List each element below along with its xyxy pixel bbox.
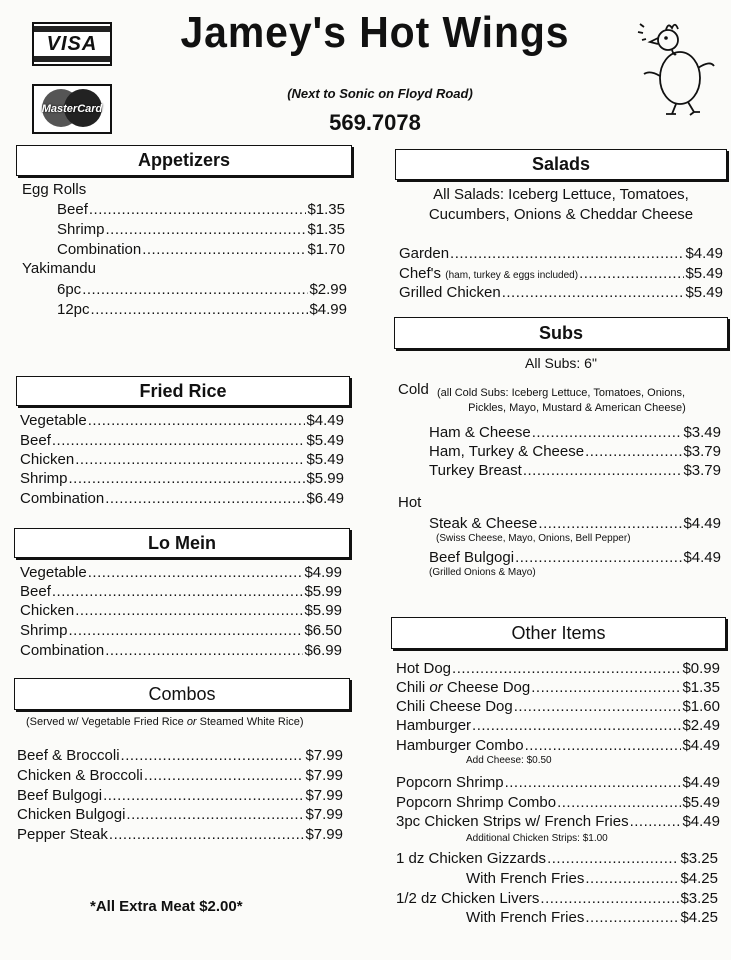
- menu-item: Beef Bulgogi ..... $7.99: [17, 787, 343, 804]
- menu-item: Beef Bulgogi ..... $4.49: [429, 549, 721, 566]
- menu-item: Beef ..... $5.49: [20, 432, 344, 449]
- menu-item: Chicken ..... $5.49: [20, 451, 344, 468]
- appetizers-header: [16, 145, 352, 176]
- menu-item: 3pc Chicken Strips w/ French Fries ..... $4.49: [396, 813, 720, 830]
- salads-desc-line1: All Salads: Iceberg Lettuce, Tomatoes,: [433, 186, 689, 203]
- menu-item: Combination ..... $6.99: [20, 642, 342, 659]
- salads-desc-line2: Cucumbers, Onions & Cheddar Cheese: [428, 206, 694, 223]
- visa-label: VISA: [46, 32, 98, 55]
- other-items-header: [391, 617, 726, 649]
- combos-title: Combos: [148, 684, 216, 704]
- bulgogi-note: (Grilled Onions & Mayo): [429, 567, 536, 578]
- menu-item: 12pc ..... $4.99: [57, 301, 347, 318]
- menu-item: 1 dz Chicken Gizzards ..... $3.25: [396, 850, 718, 867]
- subs-header: [394, 317, 728, 349]
- menu-item: Chicken Bulgogi ..... $7.99: [17, 806, 343, 823]
- menu-item: Turkey Breast ..... $3.79: [429, 462, 721, 479]
- menu-item: Ham, Turkey & Cheese ..... $3.79: [429, 443, 721, 460]
- lo-mein-header: [14, 528, 350, 558]
- menu-item: With French Fries ..... $4.25: [466, 870, 718, 887]
- menu-item: Beef ..... $5.99: [20, 583, 342, 600]
- salads-title: Salads: [531, 154, 591, 174]
- menu-item: Garden ..... $4.49: [399, 245, 723, 262]
- appetizers-title: Appetizers: [137, 150, 231, 170]
- subs-title: Subs: [538, 323, 583, 343]
- menu-item: Chili Cheese Dog ..... $1.60: [396, 698, 720, 715]
- fried-rice-header: [16, 376, 350, 406]
- menu-item: Grilled Chicken ..... $5.49: [399, 284, 723, 301]
- menu-item: Hot Dog ..... $0.99: [396, 660, 720, 677]
- combos-rice-note: (Served w/ Vegetable Fried Rice or Steamed White Rice): [26, 716, 304, 728]
- menu-item: Shrimp ..... $5.99: [20, 470, 344, 487]
- menu-item: Pepper Steak ..... $7.99: [17, 826, 343, 843]
- menu-item: Beef & Broccoli ..... $7.99: [17, 747, 343, 764]
- location-subtitle: (Next to Sonic on Floyd Road): [287, 86, 473, 101]
- phone-number: 569.7078: [329, 110, 421, 135]
- menu-item: Combination ..... $6.49: [20, 490, 344, 507]
- mastercard-label: MasterCard: [41, 103, 103, 115]
- menu-item: 1/2 dz Chicken Livers ..... $3.25: [396, 890, 718, 907]
- lo-mein-title: Lo Mein: [148, 533, 216, 553]
- menu-item: Chili or Cheese Dog ..... $1.35: [396, 679, 720, 696]
- menu-item: 6pc ..... $2.99: [57, 281, 347, 298]
- menu-item: Vegetable ..... $4.49: [20, 412, 344, 429]
- mastercard-logo: [32, 84, 112, 134]
- menu-item: With French Fries ..... $4.25: [466, 909, 718, 926]
- cold-subs-label: Cold: [398, 381, 429, 398]
- cold-subs-note-2: Pickles, Mayo, Mustard & American Cheese): [468, 402, 686, 414]
- all-subs-note: All Subs: 6": [525, 355, 597, 371]
- visa-logo: [32, 22, 112, 66]
- menu-item: Chef's (ham, turkey & eggs included) ..... $5.49: [399, 265, 723, 282]
- menu-item: Popcorn Shrimp Combo ..... $5.49: [396, 794, 720, 811]
- menu-item: Combination ..... $1.70: [57, 241, 345, 258]
- combos-header: [14, 678, 350, 710]
- menu-item: Hamburger Combo ..... $4.49: [396, 737, 720, 754]
- menu-item: Ham & Cheese ..... $3.49: [429, 424, 721, 441]
- other-items-title: Other Items: [511, 623, 606, 643]
- extra-meat-note: *All Extra Meat $2.00*: [90, 898, 243, 915]
- hot-subs-label: Hot: [398, 494, 422, 511]
- menu-item: Steak & Cheese ..... $4.49: [429, 515, 721, 532]
- menu-item: Shrimp ..... $1.35: [57, 221, 345, 238]
- yakimandu-label: Yakimandu: [22, 260, 96, 277]
- add-cheese-note: Add Cheese: $0.50: [466, 755, 552, 766]
- cold-subs-note-1: (all Cold Subs: Iceberg Lettuce, Tomatoes, Onions,: [437, 387, 686, 399]
- menu-item: Shrimp ..... $6.50: [20, 622, 342, 639]
- steak-note: (Swiss Cheese, Mayo, Onions, Bell Pepper): [436, 533, 631, 544]
- menu-item: Hamburger ..... $2.49: [396, 717, 720, 734]
- restaurant-title: Jamey's Hot Wings: [180, 8, 570, 57]
- menu-item: Chicken ..... $5.99: [20, 602, 342, 619]
- fried-rice-title: Fried Rice: [139, 381, 227, 401]
- menu-item: Beef ..... $1.35: [57, 201, 345, 218]
- egg-rolls-label: Egg Rolls: [22, 181, 87, 198]
- menu-item: Chicken & Broccoli ..... $7.99: [17, 767, 343, 784]
- chicken-mascot-icon: [636, 16, 720, 116]
- menu-item: Vegetable ..... $4.99: [20, 564, 342, 581]
- salads-header: [395, 149, 727, 180]
- menu-item: Popcorn Shrimp ..... $4.49: [396, 774, 720, 791]
- strips-note: Additional Chicken Strips: $1.00: [466, 833, 608, 844]
